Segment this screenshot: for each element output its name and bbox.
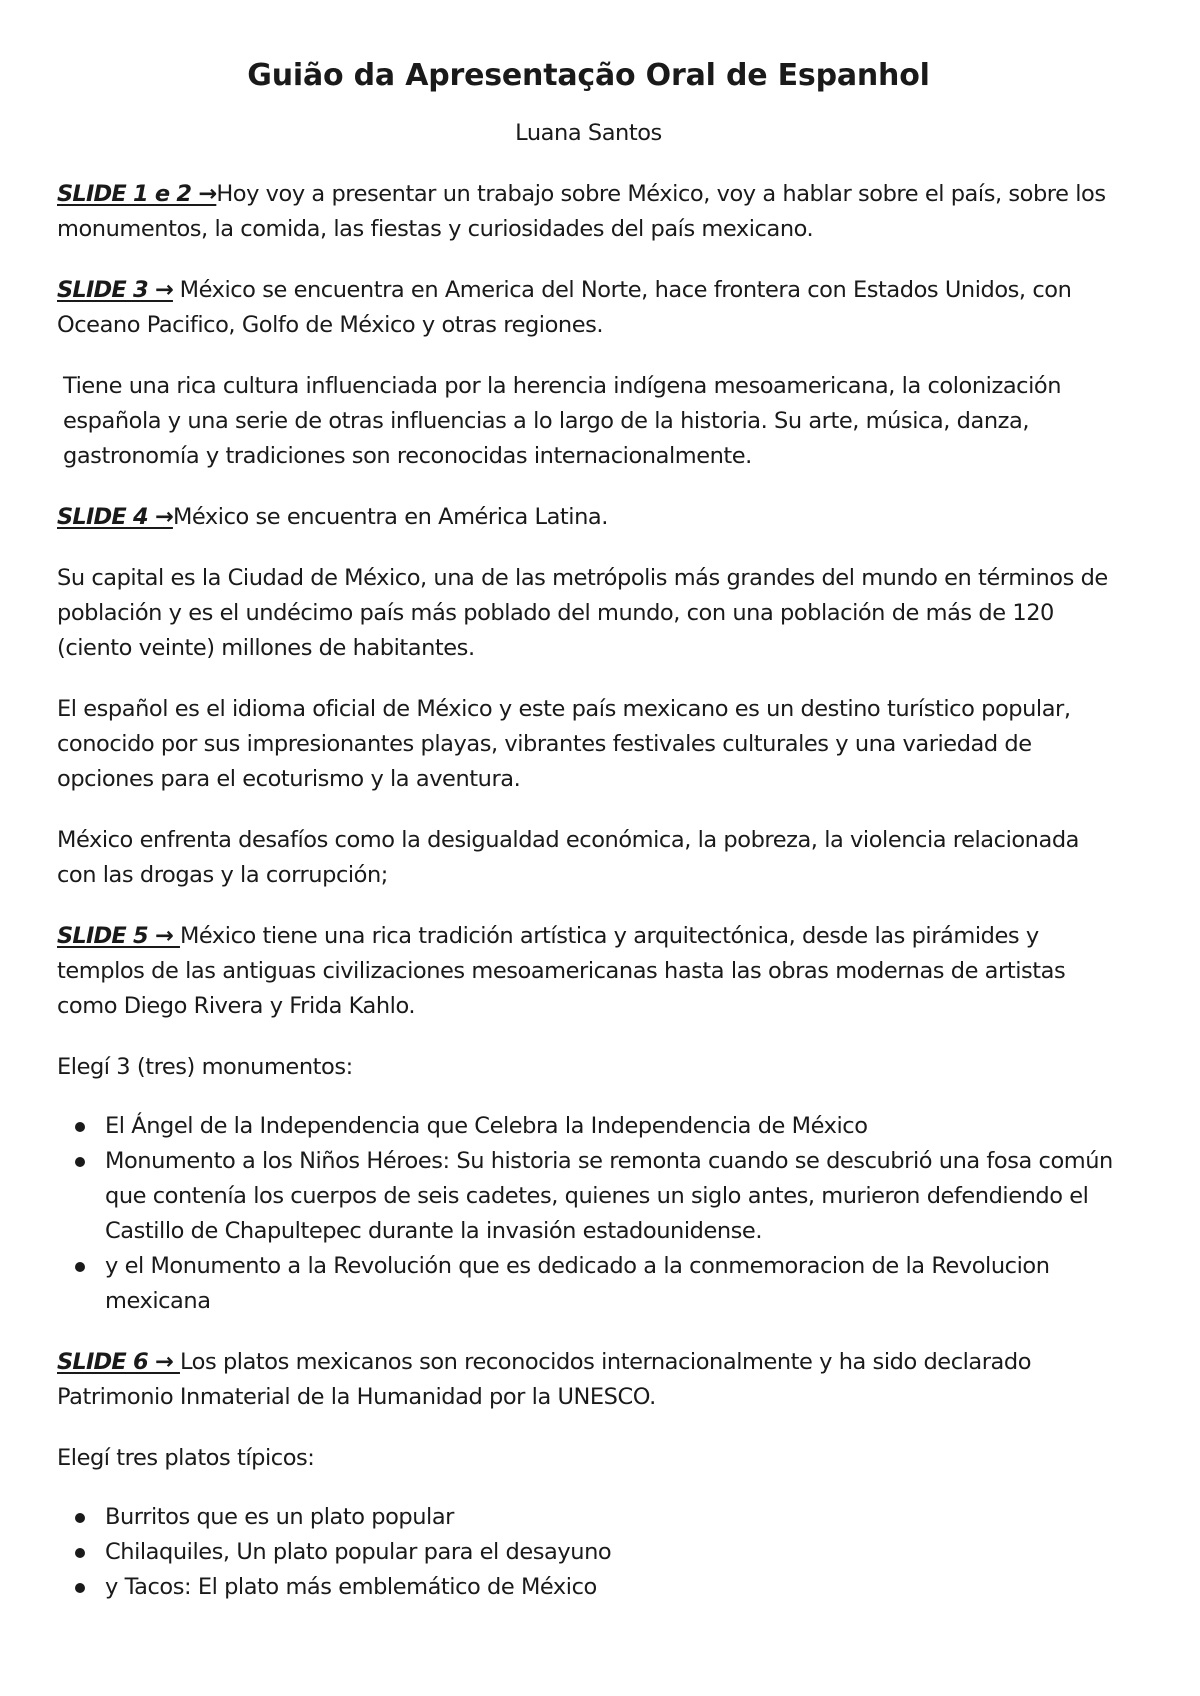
paragraph-text: México tiene una rica tradición artística y arquitectónica, desde las pirámides y templos de las antiguas civilizaciones mesoamericanas hasta las obras modernas de artistas como Diego Rivera y Frida Kahlo. [57,923,1066,1019]
list-item [57,1109,1120,1144]
author-name: Luana Santos [515,120,662,146]
list-item-text: Chilaquiles, Un plato popular para el desayuno [105,1539,612,1565]
dishes-list [57,1500,1120,1605]
paragraph-culture: Tiene una rica cultura influenciada por la herencia indígena mesoamericana, la colonización española y una serie de otras influencias a lo largo de la historia. Su arte, música, danza, gastronomía y tradiciones son reconocidas internacionalmente. [63,373,1062,469]
list-item [57,1570,1120,1605]
paragraph-capital: Su capital es la Ciudad de México, una de las metrópolis más grandes del mundo en términos de población y es el undécimo país más poblado del mundo, con una población de más de 120 (ciento veinte) millones de habitantes. [57,565,1108,661]
bullet-icon [75,1513,85,1523]
list-item-text: El Ángel de la Independencia que Celebra la Independencia de México [105,1113,868,1139]
bullet-icon [75,1548,85,1558]
slide-tag: SLIDE 6 → [57,1349,180,1375]
paragraph-text: México se encuentra en América Latina. [172,504,608,530]
paragraph-challenges: México enfrenta desafíos como la desigualdad económica, la pobreza, la violencia relacionada con las drogas y la corrupción; [57,827,1079,888]
list-item [57,1249,1120,1319]
list-item-text: y Tacos: El plato más emblemático de México [105,1574,597,1600]
list-item-text: y el Monumento a la Revolución que es dedicado a la conmemoracion de la Revolucion mexicana [105,1253,1050,1314]
list-item [57,1144,1120,1249]
bullet-icon [75,1157,85,1167]
list-item [57,1535,1120,1570]
paragraph-slide-6 [57,1345,1120,1415]
paragraph-slide-4 [57,500,1120,535]
paragraph-language: El español es el idioma oficial de México y este país mexicano es un destino turístico popular, conocido por sus impresionantes playas, vibrantes festivales culturales y una variedad de opciones para el ecoturismo y la aventura. [57,696,1071,792]
paragraph-text: Hoy voy a presentar un trabajo sobre México, voy a hablar sobre el país, sobre los monumentos, la comida, las fiestas y curiosidades del país mexicano. [57,181,1106,242]
paragraph-slide-5 [57,919,1120,1024]
list-item [57,1500,1120,1535]
slide-tag: SLIDE 3 → [57,277,173,303]
paragraph-slide-1-2 [57,177,1120,247]
monuments-intro: Elegí 3 (tres) monumentos: [57,1054,353,1080]
paragraph-text: Los platos mexicanos son reconocidos internacionalmente y ha sido declarado Patrimonio Inmaterial de la Humanidad por la UNESCO. [57,1349,1032,1410]
paragraph-text: México se encuentra en America del Norte, hace frontera con Estados Unidos, con Oceano Pacifico, Golfo de México y otras regiones. [57,277,1072,338]
bullet-icon [75,1122,85,1132]
slide-tag: SLIDE 5 → [57,923,180,949]
bullet-icon [75,1262,85,1272]
document-title: Guião da Apresentação Oral de Espanhol [247,58,930,93]
bullet-icon [75,1583,85,1593]
dishes-intro: Elegí tres platos típicos: [57,1445,315,1471]
slide-tag: SLIDE 1 e 2 → [57,181,217,207]
list-item-text: Monumento a los Niños Héroes: Su historia se remonta cuando se descubrió una fosa común que contenía los cuerpos de seis cadetes, quienes un siglo antes, murieron defendiendo el Castillo de Chapultepec durante la invasión estadounidense. [105,1148,1113,1244]
slide-tag: SLIDE 4 → [57,504,173,530]
list-item-text: Burritos que es un plato popular [105,1504,454,1530]
paragraph-slide-3 [57,273,1120,343]
monuments-list [57,1109,1120,1319]
